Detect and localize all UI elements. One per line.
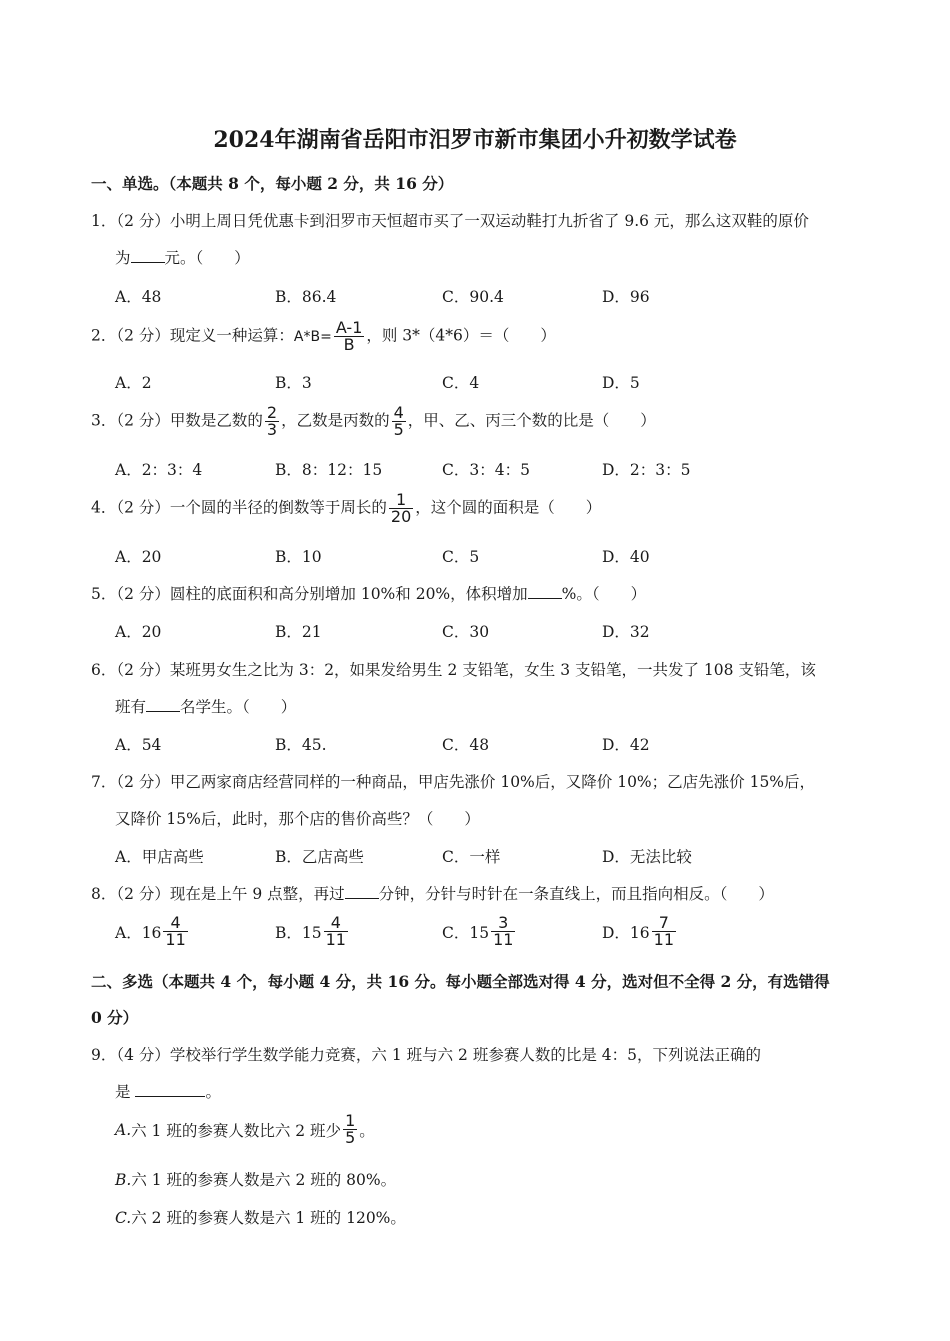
formula-numerator: A-1 (335, 318, 363, 337)
question-8 (91, 882, 774, 904)
q5-option-b: B．21 (275, 623, 322, 641)
q1-option-d: D．96 (602, 288, 650, 306)
q7-option-d: D．无法比较 (602, 848, 692, 866)
section-heading-single-choice: 一、单选。（本题共 8 个，每小题 2 分，共 16 分） (91, 174, 454, 193)
numerator: 3 (498, 913, 509, 932)
option-end: 。 (359, 1121, 375, 1140)
option-label: C．15 (442, 923, 490, 942)
q2-option-c: C．4 (442, 374, 480, 392)
q7-option-a: A．甲店高些 (115, 848, 204, 866)
question-3-middle: ，乙数是丙数的 (281, 411, 390, 430)
q9-option-a (115, 1113, 375, 1146)
denominator: 5 (345, 1128, 356, 1147)
q1-option-b: B．86.4 (275, 288, 337, 306)
q8-option-b (275, 915, 350, 948)
option-fraction (163, 915, 187, 948)
question-6-text-a: 班有 (115, 698, 147, 716)
question-8-prefix: 8．（2 分）现在是上午 9 点整，再过 (91, 885, 345, 903)
question-5-prefix: 5．（2 分）圆柱的底面积和高分别增加 10%和 20%，体积增加 (91, 585, 528, 603)
q3-option-d: D．2：3：5 (602, 461, 691, 479)
question-4 (91, 492, 601, 525)
option-text: 六 2 班的参赛人数是六 1 班的 120%。 (131, 1209, 406, 1227)
q9-option-b (115, 1168, 396, 1190)
option-fraction (491, 915, 515, 948)
question-9-line-1: 9．（4 分）学校举行学生数学能力竞赛，六 1 班与六 2 班参赛人数的比是 4：5，下列说法正确的 (91, 1046, 761, 1064)
question-9-line-2 (115, 1080, 221, 1102)
question-1-text-b: 元。（ ） (164, 249, 250, 267)
formula-fraction (334, 320, 365, 353)
question-2 (91, 320, 556, 353)
q3-option-a: A．2：3：4 (115, 461, 203, 479)
q9-option-c (115, 1206, 406, 1228)
denominator: 11 (653, 930, 675, 949)
question-8-suffix: 分钟，分针与时针在一条直线上，而且指向相反。（ ） (378, 885, 774, 903)
q2-option-d: D．5 (602, 374, 640, 392)
question-2-prefix: 2．（2 分）现定义一种运算： (91, 326, 294, 345)
denominator: 11 (493, 930, 514, 949)
option-letter: A. (115, 1120, 132, 1139)
q7-option-b: B．乙店高些 (275, 848, 364, 866)
option-text: 六 1 班的参赛人数是六 2 班的 80%。 (131, 1171, 397, 1189)
q4-option-b: B．10 (275, 548, 322, 566)
q3-option-b: B．8：12：15 (275, 461, 383, 479)
option-fraction (324, 915, 348, 948)
q1-option-a: A．48 (115, 288, 162, 306)
q3-option-c: C．3：4：5 (442, 461, 530, 479)
fraction-two-thirds (265, 405, 279, 438)
denominator: 3 (266, 420, 278, 439)
q7-option-c: C．一样 (442, 848, 501, 866)
question-3-suffix: ，甲、乙、丙三个数的比是（ ） (407, 411, 656, 430)
numerator: 4 (330, 913, 341, 932)
answer-blank (345, 884, 379, 899)
numerator: 4 (393, 403, 404, 422)
option-letter: C. (115, 1209, 132, 1227)
q6-option-d: D．42 (602, 736, 650, 754)
question-4-suffix: ，这个圆的面积是（ ） (415, 498, 602, 517)
q8-option-d (602, 915, 678, 948)
answer-blank (131, 248, 165, 263)
formula-denominator: B (343, 335, 355, 354)
formula-left: A*B= (293, 328, 332, 345)
section-heading-multiple-choice-line-2: 0 分） (91, 1008, 139, 1027)
page-title: 2024年湖南省岳阳市汨罗市新市集团小升初数学试卷 (213, 127, 737, 153)
q8-option-a (115, 915, 190, 948)
numerator: 7 (658, 913, 669, 932)
fraction-one-twentieth (389, 492, 413, 525)
option-text: 六 1 班的参赛人数比六 2 班少 (131, 1121, 342, 1140)
question-5-suffix: %。（ ） (561, 585, 647, 603)
q6-option-a: A．54 (115, 736, 162, 754)
q5-option-c: C．30 (442, 623, 490, 641)
section-heading-multiple-choice-line-1: 二、多选（本题共 4 个，每小题 4 分，共 16 分。每小题全部选对得 4 分，选对但不全得 2 分，有选错得 (91, 972, 830, 991)
q5-option-a: A．20 (115, 623, 162, 641)
question-7-line-2: 又降价 15%后，此时，那个店的售价高些？（ ） (115, 810, 480, 828)
question-6-text-b: 名学生。（ ） (180, 698, 297, 716)
question-3-prefix: 3．（2 分）甲数是乙数的 (91, 411, 263, 430)
q8-option-c (442, 915, 517, 948)
q4-option-a: A．20 (115, 548, 162, 566)
option-letter: B. (115, 1171, 132, 1189)
question-6-line-1: 6．（2 分）某班男女生之比为 3：2，如果发给男生 2 支铅笔，女生 3 支铅笔，一共发了 108 支铅笔，该 (91, 661, 816, 679)
numerator: 1 (395, 490, 407, 509)
option-label: B．15 (275, 923, 322, 942)
answer-blank (135, 1082, 205, 1097)
q4-option-c: C．5 (442, 548, 480, 566)
question-7-line-1: 7．（2 分）甲乙两家商店经营同样的一种商品，甲店先涨价 10%后，又降价 10%；乙店先涨价 15%后， (91, 773, 816, 791)
denominator: 20 (390, 507, 412, 526)
question-9-text-b: 。 (205, 1083, 221, 1101)
denominator: 11 (325, 930, 346, 949)
numerator: 1 (345, 1111, 356, 1130)
option-fraction (652, 915, 676, 948)
operation-formula (293, 318, 366, 354)
question-9-text-a: 是 (115, 1083, 136, 1101)
option-label: D．16 (602, 923, 650, 942)
answer-blank (528, 584, 562, 599)
q1-option-c: C．90.4 (442, 288, 504, 306)
q4-option-d: D．40 (602, 548, 650, 566)
option-label: A．16 (115, 923, 162, 942)
question-1-line-2 (115, 246, 250, 268)
numerator: 4 (170, 913, 181, 932)
q6-option-c: C．48 (442, 736, 490, 754)
denominator: 5 (393, 420, 404, 439)
q6-option-b: B．45. (275, 736, 327, 754)
q2-option-b: B．3 (275, 374, 312, 392)
q2-option-a: A．2 (115, 374, 152, 392)
q5-option-d: D．32 (602, 623, 650, 641)
question-3 (91, 405, 656, 438)
question-6-line-2 (115, 695, 296, 717)
denominator: 11 (165, 930, 186, 949)
question-4-prefix: 4．（2 分）一个圆的半径的倒数等于周长的 (91, 498, 387, 517)
fraction-one-fifth (343, 1113, 357, 1146)
numerator: 2 (266, 403, 278, 422)
question-2-suffix: ，则 3*（4*6）＝（ ） (366, 326, 556, 345)
answer-blank (146, 697, 180, 712)
question-5 (91, 582, 646, 604)
question-1-line-1: 1．（2 分）小明上周日凭优惠卡到汨罗市天恒超市买了一双运动鞋打九折省了 9.6 元，那么这双鞋的原价 (91, 212, 809, 230)
question-1-text-a: 为 (115, 249, 131, 267)
fraction-four-fifths (392, 405, 406, 438)
